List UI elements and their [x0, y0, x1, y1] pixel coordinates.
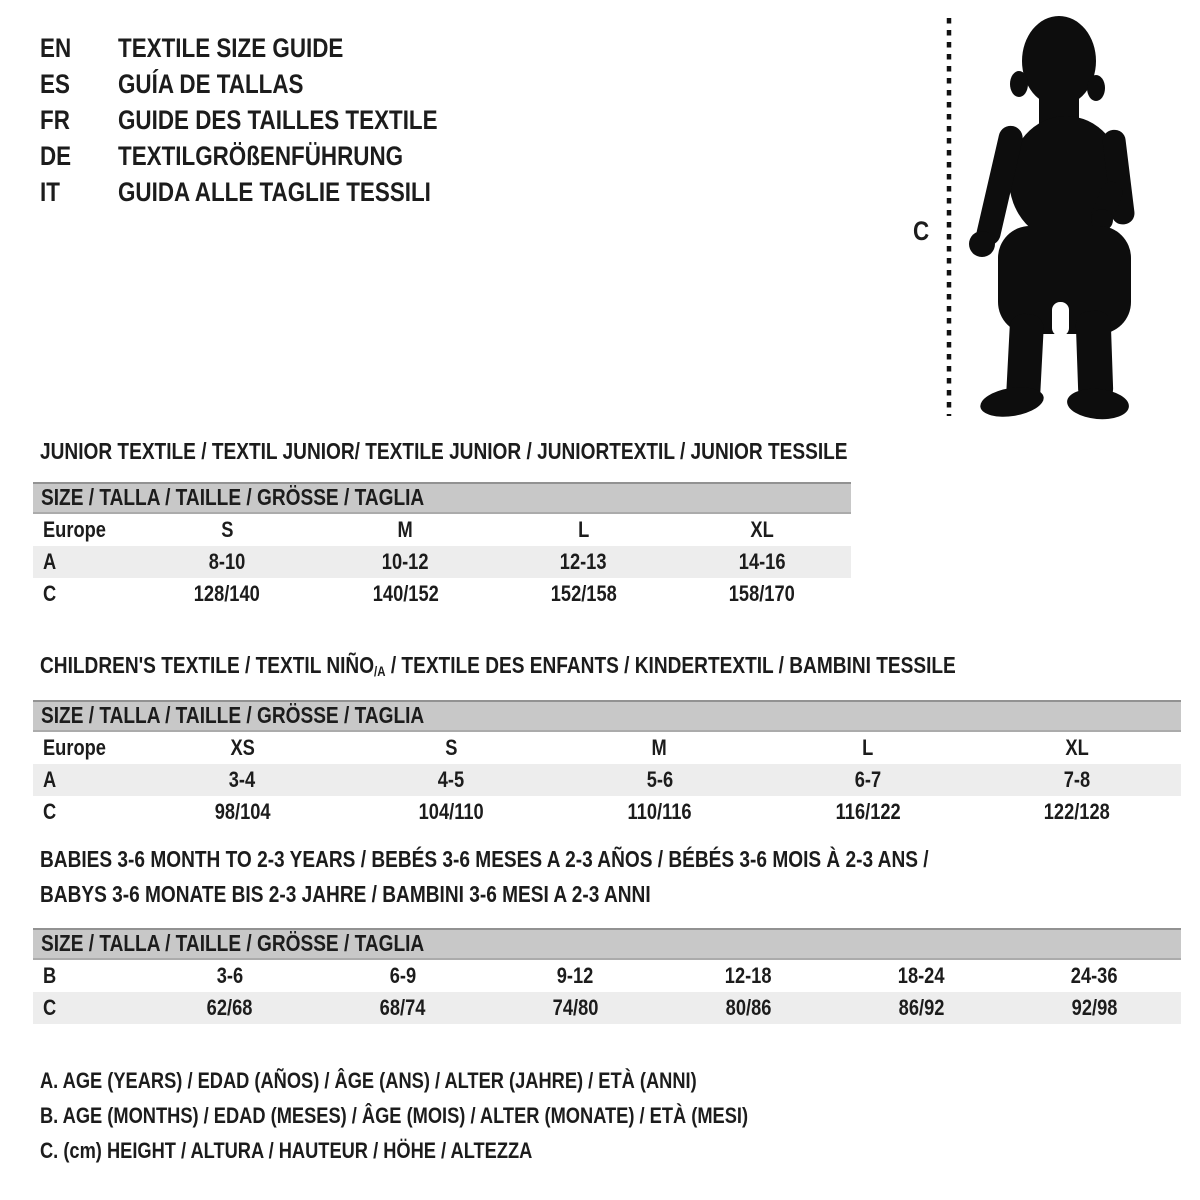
size-cell: S: [221, 517, 234, 542]
language-guide-list: [40, 30, 503, 210]
size-cell: 3-4: [229, 767, 256, 793]
height-measure-label: C: [913, 216, 930, 246]
size-cell: 80/86: [725, 995, 772, 1020]
language-label: GUIDE DES TAILLES TEXTILE: [118, 105, 438, 135]
table-row: [33, 992, 1181, 1024]
height-dashed-line: [944, 16, 954, 418]
size-cell: XL: [750, 517, 774, 542]
language-row: [40, 66, 503, 102]
table-row: [33, 546, 851, 578]
size-cell: 6-7: [854, 767, 882, 793]
size-cell: 4-5: [437, 767, 465, 793]
table-row: [33, 732, 1181, 764]
size-cell: 62/68: [206, 995, 253, 1020]
babies-textile-section: [33, 842, 1181, 1024]
size-cell: XL: [1065, 735, 1089, 761]
size-cell: S: [444, 735, 457, 761]
size-cell: 8-10: [208, 549, 246, 574]
footnote-age-years: A. AGE (YEARS) / EDAD (AÑOS) / ÂGE (ANS) / ALTER (JAHRE) / ETÀ (ANNI): [40, 1068, 697, 1093]
row-label: B: [43, 963, 57, 988]
babies-size-table: [33, 928, 1181, 1024]
size-cell: 128/140: [194, 581, 261, 606]
size-cell: M: [397, 517, 413, 542]
table-row: [33, 514, 851, 546]
size-header-bar: SIZE / TALLA / TAILLE / GRÖSSE / TAGLIA: [33, 482, 851, 514]
size-cell: 122/128: [1043, 799, 1110, 825]
size-cell: 98/104: [214, 799, 271, 825]
size-cell: 14-16: [738, 549, 786, 574]
language-label: TEXTILGRÖßENFÜHRUNG: [118, 141, 404, 171]
table-row: [33, 960, 1181, 992]
size-cell: 152/158: [550, 581, 617, 606]
size-cell: M: [651, 735, 668, 761]
language-label: GUIDA ALLE TAGLIE TESSILI: [118, 177, 431, 207]
childrens-size-table: [33, 700, 1181, 828]
language-code: EN: [40, 33, 72, 63]
language-label: TEXTILE SIZE GUIDE: [118, 33, 344, 63]
size-cell: 5-6: [646, 767, 673, 793]
language-code: FR: [40, 105, 70, 135]
language-row: [40, 102, 503, 138]
language-code: ES: [40, 69, 70, 99]
size-cell: 116/122: [835, 799, 901, 825]
language-label: GUÍA DE TALLAS: [118, 69, 304, 99]
size-cell: 3-6: [216, 963, 243, 988]
size-cell: 104/110: [418, 799, 484, 825]
size-header-bar: SIZE / TALLA / TAILLE / GRÖSSE / TAGLIA: [33, 700, 1181, 732]
size-cell: 7-8: [1063, 767, 1090, 793]
language-row: [40, 138, 503, 174]
size-cell: 86/92: [898, 995, 945, 1020]
language-row: [40, 30, 503, 66]
row-label: A: [43, 767, 57, 793]
size-header-bar: SIZE / TALLA / TAILLE / GRÖSSE / TAGLIA: [33, 928, 1181, 960]
language-code: DE: [40, 141, 72, 171]
size-cell: 6-9: [389, 963, 416, 988]
size-cell: L: [578, 517, 590, 542]
language-code: IT: [40, 177, 60, 207]
toddler-silhouette-icon: [956, 14, 1146, 424]
size-cell: L: [862, 735, 874, 761]
size-cell: 24-36: [1071, 963, 1118, 988]
row-label: Europe: [43, 735, 106, 761]
size-cell: 68/74: [379, 995, 426, 1020]
size-cell: 158/170: [728, 581, 795, 606]
footnote-age-months: B. AGE (MONTHS) / EDAD (MESES) / ÂGE (MOIS) / ALTER (MONATE) / ETÀ (MESI): [40, 1103, 749, 1128]
row-label: C: [43, 995, 57, 1020]
size-cell: 12-13: [560, 549, 607, 574]
size-cell: 110/116: [627, 799, 692, 825]
junior-size-table: [33, 482, 851, 610]
row-label: A: [43, 549, 57, 574]
row-label: C: [43, 581, 57, 606]
size-cell: 140/152: [372, 581, 439, 606]
size-cell: 9-12: [557, 963, 594, 988]
footnotes: [40, 1063, 893, 1168]
table-row: [33, 764, 1181, 796]
size-cell: XS: [230, 735, 255, 761]
size-cell: 18-24: [898, 963, 945, 988]
table-row: [33, 578, 851, 610]
section-title: BABIES 3-6 MONTH TO 2-3 YEARS / BEBÉS 3-6 MESES A 2-3 AÑOS / BÉBÉS 3-6 MOIS À 2-3 ANS / BABYS 3-6 MONATE BIS 2-3 JAHRE / BAMBINI 3-6 MESI A 2-3 ANNI: [40, 846, 929, 907]
junior-textile-section: [33, 438, 851, 610]
section-title: CHILDREN'S TEXTILE / TEXTIL $NIÑO_{/A}$ / TEXTILE DES ENFANTS / KINDERTEXTIL / BAMBINI TESSILE: [40, 652, 956, 680]
footnote-height-cm: C. (cm) HEIGHT / ALTURA / HAUTEUR / HÖHE / ALTEZZA: [40, 1138, 533, 1163]
size-cell: 10-12: [382, 549, 429, 574]
language-row: [40, 174, 503, 210]
size-cell: 12-18: [725, 963, 772, 988]
childrens-textile-section: [33, 652, 1181, 828]
size-cell: 92/98: [1071, 995, 1118, 1020]
table-row: [33, 796, 1181, 828]
row-label: C: [43, 799, 57, 825]
row-label: Europe: [43, 517, 106, 542]
section-title: JUNIOR TEXTILE / TEXTIL JUNIOR/ TEXTILE JUNIOR / JUNIORTEXTIL / JUNIOR TESSILE: [40, 438, 848, 464]
size-cell: 74/80: [552, 995, 599, 1020]
